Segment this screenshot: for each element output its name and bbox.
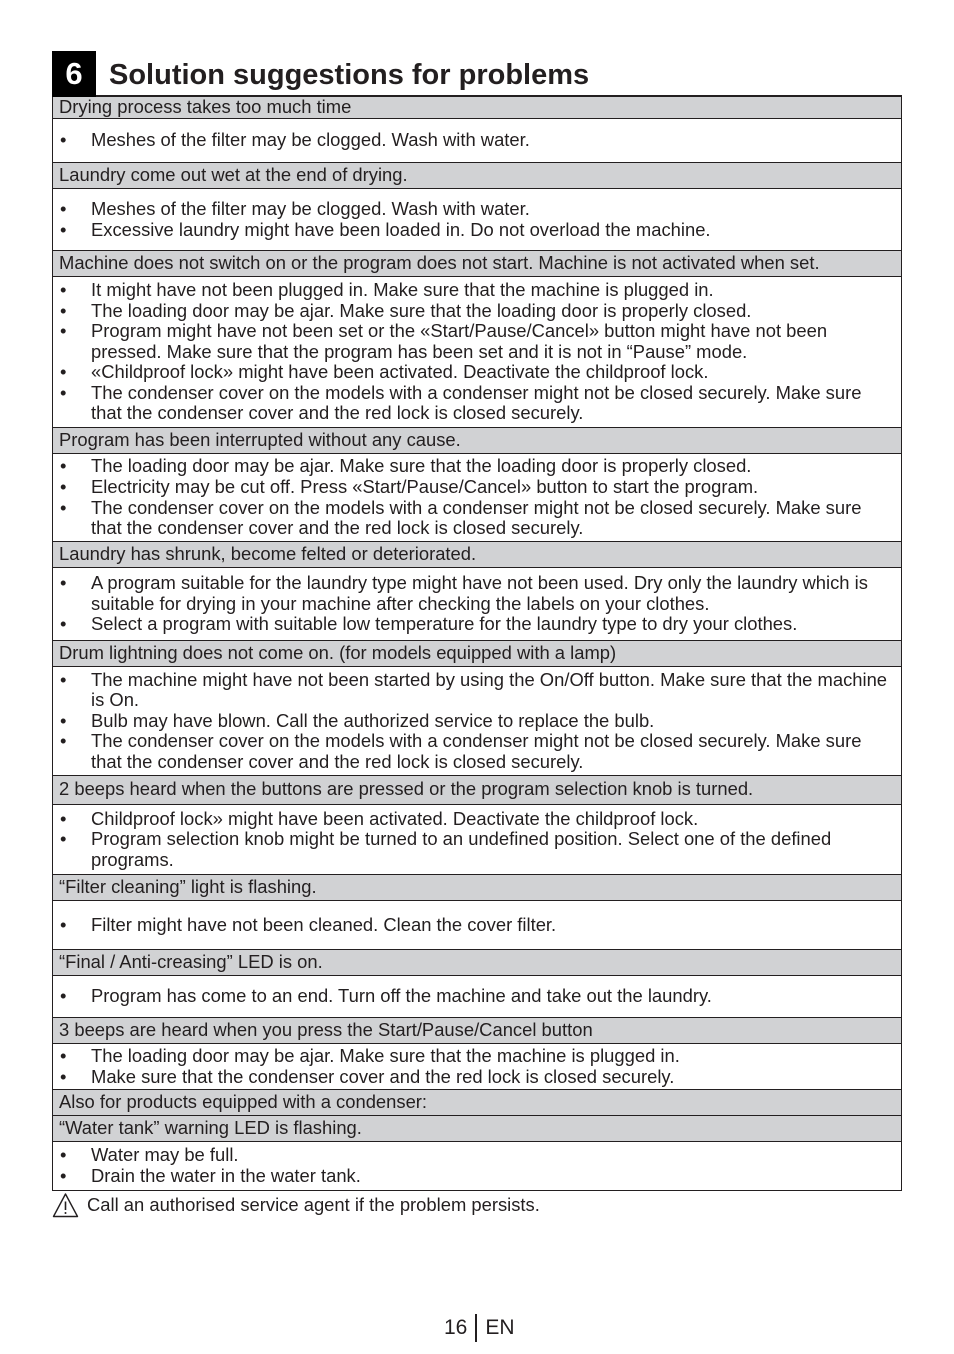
problem-heading: “Filter cleaning” light is flashing. (53, 875, 901, 901)
problem-heading: 2 beeps heard when the buttons are pressed or the program selection knob is turned. (53, 776, 901, 805)
solution-item: • Childproof lock» might have been activated. Deactivate the childproof lock. (59, 809, 891, 830)
solution-item: • The condenser cover on the models with a condenser might not be closed securely. Make sure that the condenser cover and the red lock is closed securely. (59, 731, 891, 772)
problem-heading: “Final / Anti-creasing” LED is on. (53, 950, 901, 976)
solution-list (53, 667, 901, 776)
problem-heading: Laundry come out wet at the end of drying. (53, 163, 901, 189)
problem-heading: Program has been interrupted without any cause. (53, 428, 901, 454)
problem-heading: Machine does not switch on or the program does not start. Machine is not activated when set. (53, 251, 901, 277)
page-number: 16 (444, 1316, 468, 1339)
solution-item: • «Childproof lock» might have been activated. Deactivate the childproof lock. (59, 362, 891, 383)
solution-list (53, 1044, 901, 1090)
solution-list (53, 568, 901, 641)
solution-list (53, 901, 901, 950)
language-code: EN (485, 1316, 515, 1339)
solution-item: • The loading door may be ajar. Make sure that the loading door is properly closed. (59, 301, 891, 322)
solution-item: • The condenser cover on the models with a condenser might not be closed securely. Make sure that the condenser cover and the red lock is closed securely. (59, 498, 891, 539)
solution-list (53, 189, 901, 251)
solution-item: • The condenser cover on the models with a condenser might not be closed securely. Make sure that the condenser cover and the red lock is closed securely. (59, 383, 891, 424)
warning-triangle-icon (52, 1192, 79, 1219)
section-header (52, 51, 902, 97)
solution-item: • Select a program with suitable low temperature for the laundry type to dry your clothes. (59, 614, 891, 635)
solution-item: • Make sure that the condenser cover and the red lock is closed securely. (59, 1067, 891, 1088)
solution-item: • Water may be full. (59, 1145, 891, 1166)
problem-heading: Laundry has shrunk, become felted or deteriorated. (53, 542, 901, 568)
problem-heading: Drying process takes too much time (53, 97, 901, 119)
page-footer (444, 1313, 515, 1343)
solution-item: • Meshes of the filter may be clogged. Wash with water. (59, 199, 891, 220)
solution-list (53, 1142, 901, 1190)
solution-item: • Program has come to an end. Turn off the machine and take out the laundry. (59, 986, 891, 1007)
solution-list (53, 805, 901, 875)
warning-note-text: Call an authorised service agent if the problem persists. (87, 1194, 540, 1215)
problem-heading: Drum lightning does not come on. (for models equipped with a lamp) (53, 641, 901, 667)
chapter-number-badge: 6 (52, 51, 96, 97)
solution-list (53, 119, 901, 163)
solution-item: • Filter might have not been cleaned. Clean the cover filter. (59, 915, 891, 936)
solution-item: • Meshes of the filter may be clogged. Wash with water. (59, 130, 891, 151)
solution-item: • Program selection knob might be turned to an undefined position. Select one of the defined programs. (59, 829, 891, 870)
solution-item: • It might have not been plugged in. Make sure that the machine is plugged in. (59, 280, 891, 301)
solution-list (53, 277, 901, 428)
problem-heading: “Water tank” warning LED is flashing. (53, 1116, 901, 1142)
condenser-heading: Also for products equipped with a condenser: (53, 1090, 901, 1116)
troubleshooting-table (52, 97, 902, 1191)
solution-item: • Drain the water in the water tank. (59, 1166, 891, 1187)
solution-item: • Electricity may be cut off. Press «Start/Pause/Cancel» button to start the program. (59, 477, 891, 498)
footer-separator (475, 1314, 477, 1342)
problem-heading: 3 beeps are heard when you press the Start/Pause/Cancel button (53, 1018, 901, 1044)
solution-list (53, 454, 901, 542)
solution-item: • Bulb may have blown. Call the authorized service to replace the bulb. (59, 711, 891, 732)
section-title: Solution suggestions for problems (109, 59, 590, 91)
solution-item: • Excessive laundry might have been loaded in. Do not overload the machine. (59, 220, 891, 241)
solution-item: • A program suitable for the laundry type might have not been used. Dry only the laundry which is suitable for drying in your machine after checking the labels on your clothes. (59, 573, 891, 614)
solution-item: • The loading door may be ajar. Make sure that the loading door is properly closed. (59, 456, 891, 477)
warning-note (52, 1190, 540, 1220)
solution-list (53, 976, 901, 1018)
solution-item: • Program might have not been set or the «Start/Pause/Cancel» button might have not been pressed. Make sure that the program has been set and it is not in “Pause” mode. (59, 321, 891, 362)
solution-item: • The machine might have not been started by using the On/Off button. Make sure that the machine is On. (59, 670, 891, 711)
solution-item: • The loading door may be ajar. Make sure that the machine is plugged in. (59, 1046, 891, 1067)
